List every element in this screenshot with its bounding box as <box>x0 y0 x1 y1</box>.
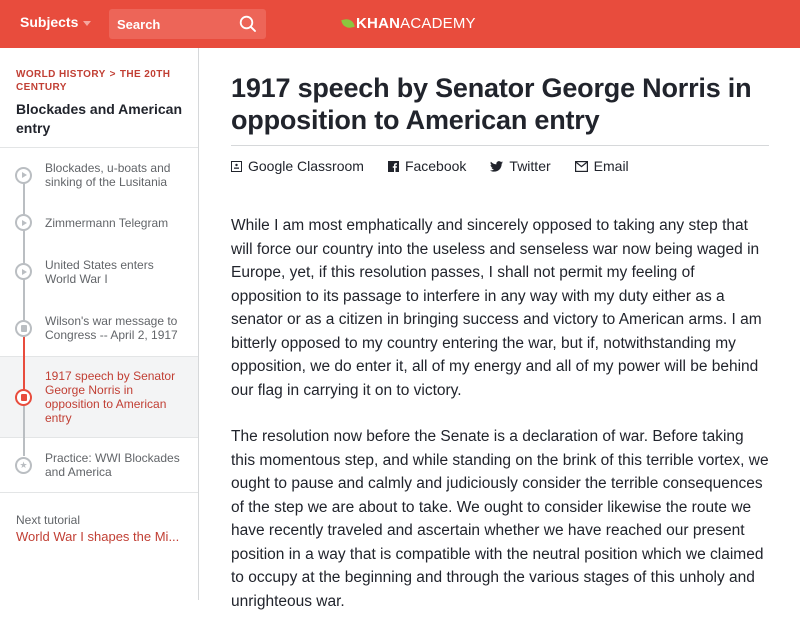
breadcrumb <box>16 68 186 94</box>
lesson-label: Blockades, u-boats and sinking of the Lusitania <box>45 161 171 189</box>
share-email[interactable] <box>575 158 629 174</box>
khan-academy-logo[interactable] <box>342 15 476 32</box>
tutorial-title: Blockades and American entry <box>16 101 182 136</box>
logo-light-text: ACADEMY <box>400 15 476 32</box>
play-icon <box>15 263 32 280</box>
caret-down-icon <box>83 21 91 26</box>
lesson-label: 1917 speech by Senator George Norris in opposition to American entry <box>45 369 176 425</box>
share-label: Email <box>593 158 629 174</box>
subjects-menu-button[interactable] <box>20 14 91 30</box>
paragraph: The resolution now before the Senate is a declaration of war. Before taking this momentous step, and while standing on the brink of this terrible vortex, we ought to pause and calmly and judiciously consider the terrible consequences of the step we are about to take. We ought to consider likewise the route we have recently traveled and ascertain whether we have reached our present position in a way that is compatible with the neutral position which we claimed to occupy at the beginning and through the various stages of this unholy and unrighteous war. <box>231 428 769 610</box>
play-icon <box>15 214 32 231</box>
share-twitter[interactable] <box>490 158 550 174</box>
logo-bold-text: KHAN <box>356 15 401 32</box>
google-classroom-icon <box>231 161 242 172</box>
share-google-classroom[interactable] <box>231 158 364 174</box>
tutorial-sidebar <box>0 48 199 600</box>
share-label: Facebook <box>404 158 467 174</box>
search-box <box>109 9 266 39</box>
email-icon <box>575 161 588 172</box>
lesson-item-blockades[interactable] <box>0 148 198 203</box>
lesson-label: Wilson's war message to Congress -- April 2, 1917 <box>45 314 178 342</box>
star-icon <box>15 457 32 474</box>
breadcrumb-separator: > <box>109 69 116 80</box>
lesson-item-us-enters[interactable] <box>0 243 198 301</box>
next-tutorial-link[interactable]: World War I shapes the Mi... <box>16 529 180 544</box>
paragraph: While I am most emphatically and sincerely opposed to taking any step that will force our country into the useless and senseless war now being waged in Europe, yet, if this resolution passes, I shall not permit my feeling of opposition to its passage to interfere in any way with my duty either as a senator or as a citizen in bringing success and victory to American arms. I am bitterly opposed to my country entering the war, but if, notwithstanding my opposition, we do enter it, all of my energy and all of my power will be behind our flag in carrying it on to victory. <box>231 217 762 399</box>
top-navigation-bar <box>0 0 800 48</box>
twitter-icon <box>490 161 503 172</box>
article-icon <box>15 320 32 337</box>
breadcrumb-20th-century[interactable]: THE 20TH CENTURY <box>16 69 171 93</box>
page-title: 1917 speech by Senator George Norris in opposition to American entry <box>231 73 752 135</box>
subjects-label: Subjects <box>20 14 79 30</box>
play-icon <box>15 167 32 184</box>
lesson-item-norris-speech[interactable] <box>0 356 198 438</box>
next-tutorial <box>16 513 179 545</box>
share-label: Twitter <box>509 158 551 174</box>
article-icon <box>15 389 32 406</box>
facebook-icon <box>388 161 399 172</box>
lesson-label: Practice: WWI Blockades and America <box>45 451 180 479</box>
lesson-item-practice[interactable] <box>0 438 198 493</box>
article-body <box>231 214 769 636</box>
lesson-label: United States enters World War I <box>45 257 154 286</box>
search-icon[interactable] <box>239 15 257 33</box>
share-bar <box>231 158 629 174</box>
leaf-logo-icon <box>341 18 354 29</box>
breadcrumb-world-history[interactable]: WORLD HISTORY <box>16 69 106 80</box>
progress-line-lower <box>23 406 25 456</box>
lesson-item-wilson-message[interactable] <box>0 301 198 356</box>
share-label: Google Classroom <box>248 158 364 174</box>
title-divider <box>231 145 769 146</box>
lesson-list <box>0 147 198 493</box>
lesson-label: Zimmermann Telegram <box>45 215 169 230</box>
share-facebook[interactable] <box>388 158 466 174</box>
next-tutorial-label: Next tutorial <box>16 513 81 527</box>
lesson-item-zimmermann[interactable] <box>0 203 198 243</box>
search-input[interactable] <box>117 17 237 32</box>
